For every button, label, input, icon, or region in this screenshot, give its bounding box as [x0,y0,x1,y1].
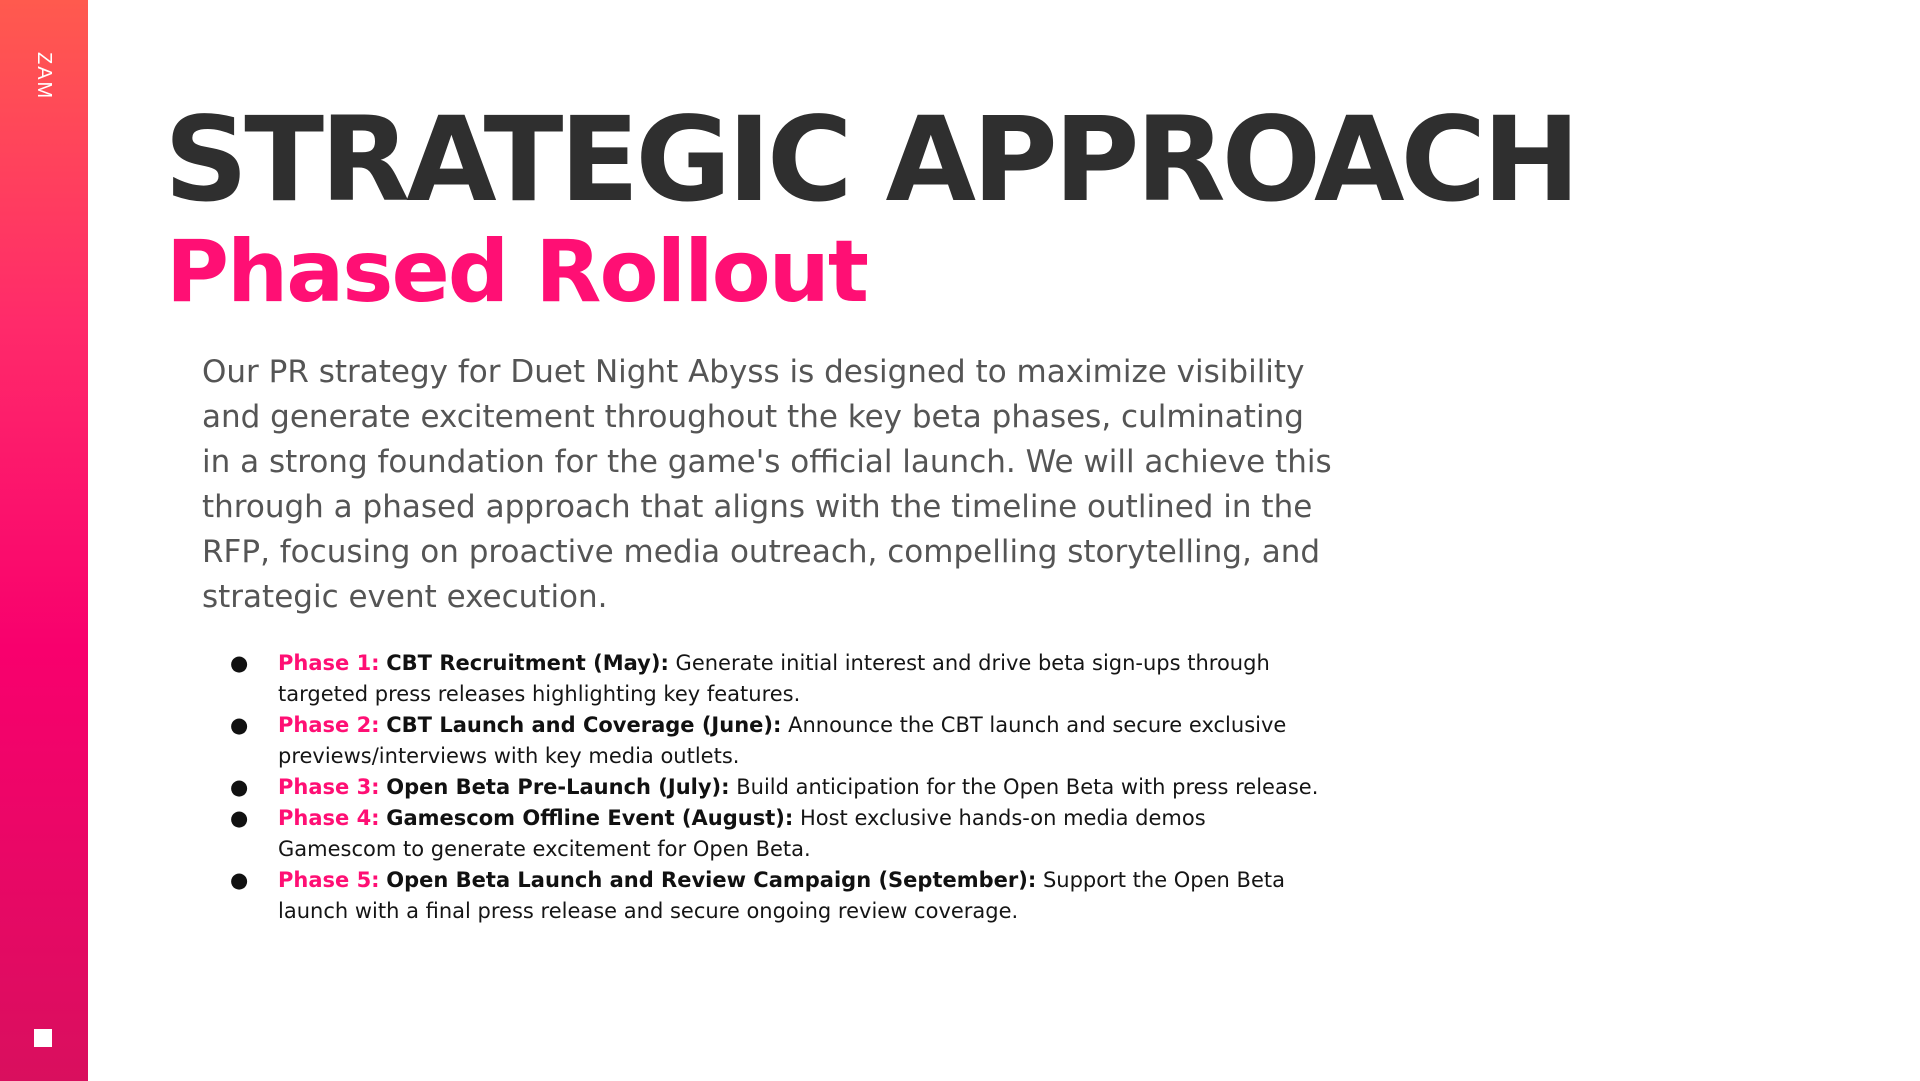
phase-name: Open Beta Launch and Review Campaign (September): [386,868,1037,892]
phase-list [230,648,1330,927]
phase-item-5 [230,865,1330,927]
phase-item-3 [230,772,1330,803]
phase-label: Phase 1: [278,651,380,675]
phase-description: Support the Open Beta launch with a final press release and secure ongoing review coverage. [278,868,1285,923]
brand-mark: ZAM [33,52,55,101]
phase-name: CBT Launch and Coverage (June): [386,713,782,737]
bullet-icon: ● [230,651,249,675]
phase-item-4 [230,803,1330,865]
phase-description: Host exclusive hands-on media demos Gamescom to generate excitement for Open Beta. [278,806,1206,861]
phase-name: CBT Recruitment (May): [386,651,669,675]
sidebar [0,0,88,1081]
bullet-icon: ● [230,775,249,799]
white-square-icon [34,1029,52,1047]
bullet-icon: ● [230,868,249,892]
phase-item-2 [230,710,1330,772]
bullet-icon: ● [230,806,249,830]
phase-name: Gamescom Offline Event (August): [386,806,794,830]
phase-label: Phase 5: [278,868,380,892]
phase-description: Generate initial interest and drive beta sign-ups through targeted press releases highlighting key features. [278,651,1270,706]
bullet-icon: ● [230,713,249,737]
phase-label: Phase 3: [278,775,380,799]
phase-description: Build anticipation for the Open Beta with press release. [736,775,1319,799]
phase-item-1 [230,648,1330,710]
phase-label: Phase 4: [278,806,380,830]
page-title: STRATEGIC APPROACH [164,91,1577,228]
phase-description: Announce the CBT launch and secure exclusive previews/interviews with key media outlets. [278,713,1287,768]
intro-paragraph: Our PR strategy for Duet Night Abyss is designed to maximize visibility and generate excitement throughout the key beta phases, culminating in a strong foundation for the game's official launch. We will achieve this through a phased approach that aligns with the timeline outlined in the RFP, focusing on proactive media outreach, compelling storytelling, and strategic event execution. [202,354,1332,615]
phase-name: Open Beta Pre-Launch (July): [386,775,730,799]
phase-label: Phase 2: [278,713,380,737]
page-subtitle: Phased Rollout [166,222,867,322]
